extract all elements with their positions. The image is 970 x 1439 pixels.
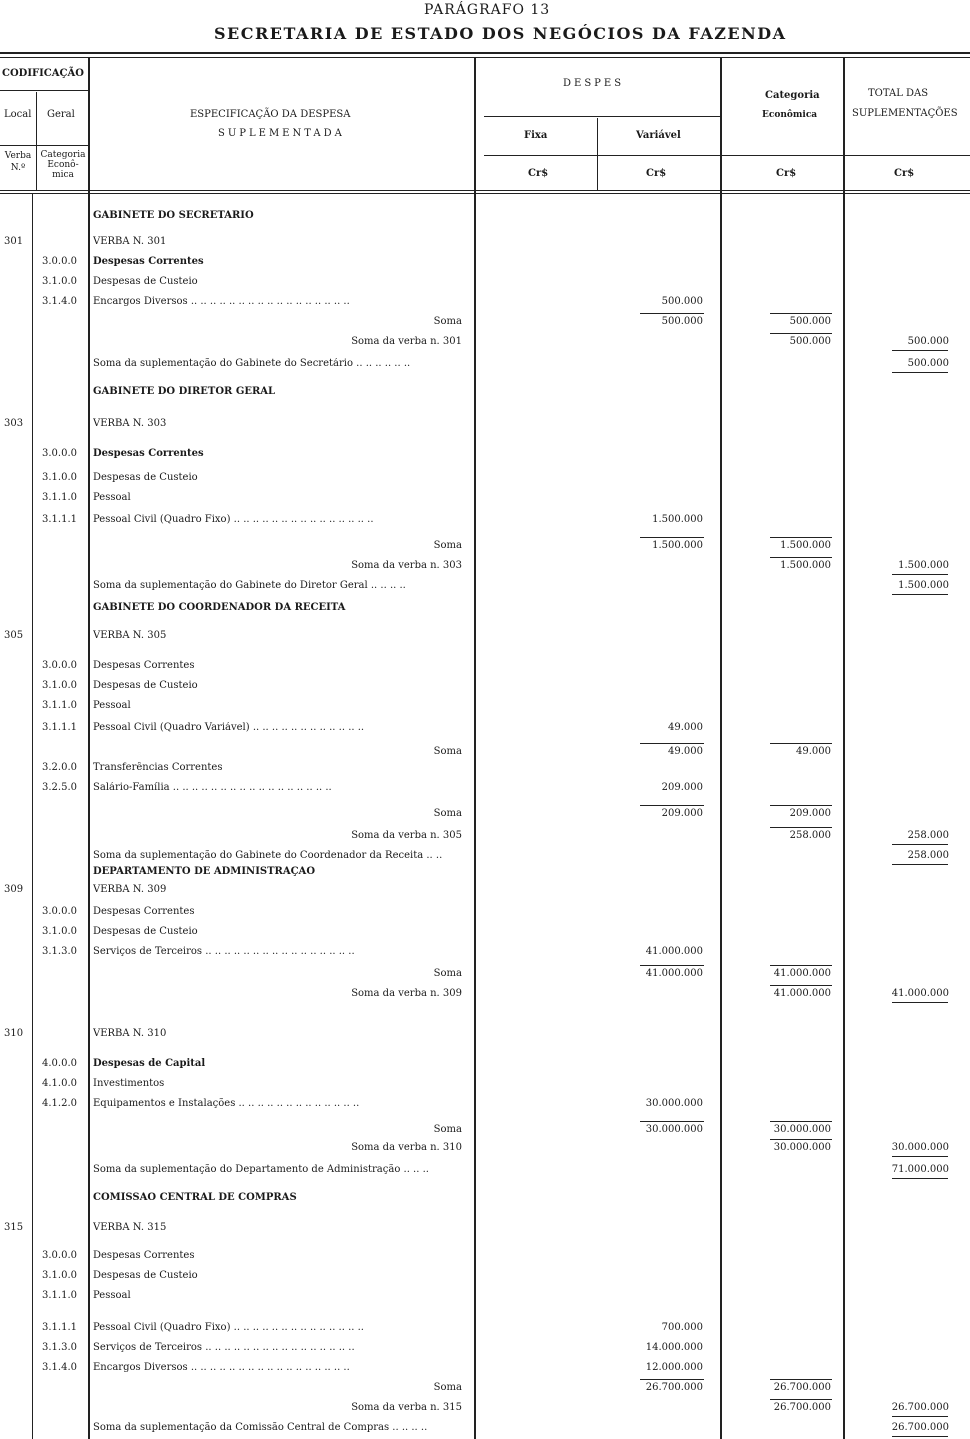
sum-underline (770, 1121, 832, 1122)
header-categoria: Categoria (765, 90, 820, 101)
header-geral: Geral (47, 109, 75, 120)
geral-code: 3.1.1.0 (42, 492, 77, 503)
sum-underline (892, 1156, 948, 1157)
sum-underline (770, 827, 832, 828)
geral-code: 3.1.1.1 (42, 722, 77, 733)
row-description: Soma da suplementação do Gabinete do Coordenador da Receita .. .. (93, 850, 443, 861)
geral-code: 3.0.0.0 (42, 660, 77, 671)
geral-code: 3.1.1.0 (42, 1290, 77, 1301)
row-description: Soma da suplementação do Gabinete do Diretor Geral .. .. .. .. (93, 580, 406, 591)
row-description: Despesas de Custeio (93, 926, 198, 937)
variavel-value: 41.000.000 (645, 946, 703, 957)
verba-local-number: 305 (4, 630, 24, 641)
sum-underline (892, 1436, 948, 1437)
variavel-value: 500.000 (661, 316, 703, 327)
row-description: VERBA N. 305 (93, 630, 167, 641)
row-description: Despesas Correntes (93, 1250, 195, 1261)
variavel-value: 30.000.000 (645, 1124, 703, 1135)
geral-code: 3.1.4.0 (42, 296, 77, 307)
header-total-das: TOTAL DAS (868, 88, 929, 99)
geral-code: 3.0.0.0 (42, 906, 77, 917)
categoria-value: 258.000 (789, 830, 831, 841)
top-rule-2 (0, 57, 970, 58)
row-description: Soma da verba n. 309 (351, 988, 462, 999)
variavel-value: 26.700.000 (645, 1382, 703, 1393)
geral-code: 3.1.3.0 (42, 1342, 77, 1353)
row-description: Soma da suplementação da Comissão Central de Compras .. .. .. .. (93, 1422, 428, 1433)
variavel-value: 209.000 (661, 808, 703, 819)
sum-underline (892, 350, 948, 351)
geral-code: 3.1.1.1 (42, 514, 77, 525)
geral-code: 3.1.0.0 (42, 276, 77, 287)
categoria-value: 30.000.000 (773, 1124, 831, 1135)
sum-underline (640, 1121, 704, 1122)
sum-underline (892, 1416, 948, 1417)
header-especificacao: ESPECIFICAÇÃO DA DESPESA (190, 109, 351, 120)
total-value: 1.500.000 (898, 580, 949, 591)
header-despesa: DESPES (563, 78, 625, 89)
categoria-value: 500.000 (789, 316, 831, 327)
total-value: 26.700.000 (891, 1402, 949, 1413)
sum-underline (770, 557, 832, 558)
variavel-value: 49.000 (668, 722, 703, 733)
row-description: Soma (433, 1382, 462, 1393)
sum-underline (640, 1379, 704, 1380)
header-currency-total: Cr$ (894, 168, 915, 179)
categoria-value: 209.000 (789, 808, 831, 819)
header-suplementada: SUPLEMENTADA (218, 128, 345, 139)
categoria-value: 41.000.000 (773, 968, 831, 979)
geral-code: 3.0.0.0 (42, 256, 77, 267)
geral-code: 4.1.0.0 (42, 1078, 77, 1089)
row-description: Pessoal Civil (Quadro Fixo) .. .. .. .. .. .. .. .. .. .. .. .. .. .. .. (93, 514, 374, 525)
sum-underline (770, 537, 832, 538)
row-description: Soma (433, 808, 462, 819)
row-description: Pessoal (93, 492, 131, 503)
sum-underline (770, 313, 832, 314)
row-description: Soma da verba n. 310 (351, 1142, 462, 1153)
variavel-value: 1.500.000 (652, 540, 703, 551)
total-value: 71.000.000 (891, 1164, 949, 1175)
sum-underline (640, 805, 704, 806)
header-currency-variavel: Cr$ (646, 168, 667, 179)
header-bottom-rule (0, 190, 970, 191)
total-value: 500.000 (907, 336, 949, 347)
sum-underline (640, 537, 704, 538)
categoria-value: 30.000.000 (773, 1142, 831, 1153)
geral-code: 3.1.1.0 (42, 700, 77, 711)
sum-underline (640, 313, 704, 314)
variavel-value: 12.000.000 (645, 1362, 703, 1373)
geral-code: 3.0.0.0 (42, 448, 77, 459)
row-description: DEPARTAMENTO DE ADMINISTRAÇÃO (93, 866, 316, 877)
categoria-value: 1.500.000 (780, 540, 831, 551)
row-description: VERBA N. 310 (93, 1028, 167, 1039)
geral-code: 3.2.5.0 (42, 782, 77, 793)
categoria-value: 26.700.000 (773, 1402, 831, 1413)
row-description: Serviços de Terceiros .. .. .. .. .. .. .. .. .. .. .. .. .. .. .. .. (93, 946, 355, 957)
categoria-value: 500.000 (789, 336, 831, 347)
row-description: Encargos Diversos .. .. .. .. .. .. .. .. .. .. .. .. .. .. .. .. .. (93, 1362, 350, 1373)
variavel-value: 700.000 (661, 1322, 703, 1333)
row-description: Despesas de Capital (93, 1058, 206, 1069)
total-value: 500.000 (907, 358, 949, 369)
variavel-value: 30.000.000 (645, 1098, 703, 1109)
geral-code: 3.1.0.0 (42, 680, 77, 691)
verba-local-number: 310 (4, 1028, 24, 1039)
row-description: Soma (433, 746, 462, 757)
header-suplementacoes: SUPLEMENTAÇÕES (852, 108, 958, 119)
sum-underline (770, 743, 832, 744)
categoria-value: 26.700.000 (773, 1382, 831, 1393)
row-description: GABINETE DO COORDENADOR DA RECEITA (93, 602, 346, 613)
row-description: Soma (433, 316, 462, 327)
sum-underline (640, 743, 704, 744)
row-description: Despesas Correntes (93, 256, 204, 267)
sum-underline (892, 372, 948, 373)
header-local: Local (4, 109, 32, 120)
header-codificacao: CODIFICAÇÃO (2, 68, 84, 79)
sum-underline (892, 844, 948, 845)
sum-underline (770, 965, 832, 966)
row-description: Pessoal Civil (Quadro Variável) .. .. .. .. .. .. .. .. .. .. .. .. (93, 722, 365, 733)
geral-code: 3.0.0.0 (42, 1250, 77, 1261)
sum-underline (770, 1139, 832, 1140)
row-description: Soma da verba n. 315 (351, 1402, 462, 1413)
row-description: Soma da verba n. 305 (351, 830, 462, 841)
total-value: 26.700.000 (891, 1422, 949, 1433)
header-fixa: Fixa (524, 130, 548, 141)
row-description: Soma da verba n. 303 (351, 560, 462, 571)
sum-underline (770, 985, 832, 986)
row-description: Despesas Correntes (93, 660, 195, 671)
row-description: Soma (433, 1124, 462, 1135)
verba-local-number: 301 (4, 236, 24, 247)
row-description: VERBA N. 303 (93, 418, 167, 429)
total-value: 30.000.000 (891, 1142, 949, 1153)
total-value: 258.000 (907, 850, 949, 861)
row-description: VERBA N. 301 (93, 236, 167, 247)
variavel-value: 49.000 (668, 746, 703, 757)
categoria-value: 41.000.000 (773, 988, 831, 999)
header-categoria-economica: Categoria Econô-mica (40, 150, 86, 180)
total-value: 41.000.000 (891, 988, 949, 999)
verba-local-number: 309 (4, 884, 24, 895)
sum-underline (892, 594, 948, 595)
row-description: GABINETE DO SECRETARIO (93, 210, 254, 221)
sum-underline (770, 1399, 832, 1400)
geral-code: 3.1.4.0 (42, 1362, 77, 1373)
sum-underline (892, 1002, 948, 1003)
row-description: Pessoal (93, 700, 131, 711)
row-description: Soma da suplementação do Departamento de Administração .. .. .. (93, 1164, 429, 1175)
sum-underline (892, 574, 948, 575)
categoria-value: 1.500.000 (780, 560, 831, 571)
geral-code: 3.1.0.0 (42, 1270, 77, 1281)
verba-local-number: 303 (4, 418, 24, 429)
variavel-value: 14.000.000 (645, 1342, 703, 1353)
geral-code: 3.2.0.0 (42, 762, 77, 773)
header-currency-fixa: Cr$ (528, 168, 549, 179)
row-description: Soma da verba n. 301 (351, 336, 462, 347)
row-description: Soma (433, 968, 462, 979)
geral-code: 4.0.0.0 (42, 1058, 77, 1069)
row-description: COMISSÃO CENTRAL DE COMPRAS (93, 1192, 297, 1203)
row-description: Investimentos (93, 1078, 165, 1089)
row-description: Despesas Correntes (93, 906, 195, 917)
row-description: VERBA N. 309 (93, 884, 167, 895)
variavel-value: 41.000.000 (645, 968, 703, 979)
sum-underline (892, 1178, 948, 1179)
row-description: Soma (433, 540, 462, 551)
row-description: GABINETE DO DIRETOR GERAL (93, 386, 276, 397)
geral-code: 4.1.2.0 (42, 1098, 77, 1109)
total-value: 1.500.000 (898, 560, 949, 571)
row-description: Despesas de Custeio (93, 276, 198, 287)
sum-underline (892, 864, 948, 865)
row-description: Pessoal (93, 1290, 131, 1301)
categoria-value: 49.000 (796, 746, 831, 757)
top-rule (0, 52, 970, 54)
row-description: Despesas Correntes (93, 448, 204, 459)
variavel-value: 500.000 (661, 296, 703, 307)
row-description: Encargos Diversos .. .. .. .. .. .. .. .. .. .. .. .. .. .. .. .. .. (93, 296, 350, 307)
verba-local-number: 315 (4, 1222, 24, 1233)
header-currency-categoria: Cr$ (776, 168, 797, 179)
variavel-value: 1.500.000 (652, 514, 703, 525)
paragraph-heading: PARÁGRAFO 13 (424, 2, 551, 18)
sum-underline (640, 965, 704, 966)
row-description: Transferências Correntes (93, 762, 223, 773)
row-description: Despesas de Custeio (93, 680, 198, 691)
geral-code: 3.1.0.0 (42, 926, 77, 937)
geral-code: 3.1.3.0 (42, 946, 77, 957)
sum-underline (770, 1379, 832, 1380)
header-verba-no: Verba N.º (4, 151, 32, 173)
geral-code: 3.1.1.1 (42, 1322, 77, 1333)
row-description: Despesas de Custeio (93, 1270, 198, 1281)
sum-underline (770, 333, 832, 334)
sum-underline (770, 805, 832, 806)
row-description: Equipamentos e Instalações .. .. .. .. .. .. .. .. .. .. .. .. .. (93, 1098, 360, 1109)
geral-code: 3.1.0.0 (42, 472, 77, 483)
total-value: 258.000 (907, 830, 949, 841)
header-variavel: Variável (636, 130, 681, 141)
row-description: Salário-Família .. .. .. .. .. .. .. .. .. .. .. .. .. .. .. .. .. (93, 782, 332, 793)
row-description: Despesas de Custeio (93, 472, 198, 483)
row-description: Pessoal Civil (Quadro Fixo) .. .. .. .. .. .. .. .. .. .. .. .. .. .. (93, 1322, 364, 1333)
row-description: Soma da suplementação do Gabinete do Secretário .. .. .. .. .. .. (93, 358, 411, 369)
header-economica: Econômica (762, 110, 818, 120)
page-title: SECRETARIA DE ESTADO DOS NEGÓCIOS DA FAZENDA (214, 24, 787, 43)
variavel-value: 209.000 (661, 782, 703, 793)
row-description: Serviços de Terceiros .. .. .. .. .. .. .. .. .. .. .. .. .. .. .. .. (93, 1342, 355, 1353)
row-description: VERBA N. 315 (93, 1222, 167, 1233)
